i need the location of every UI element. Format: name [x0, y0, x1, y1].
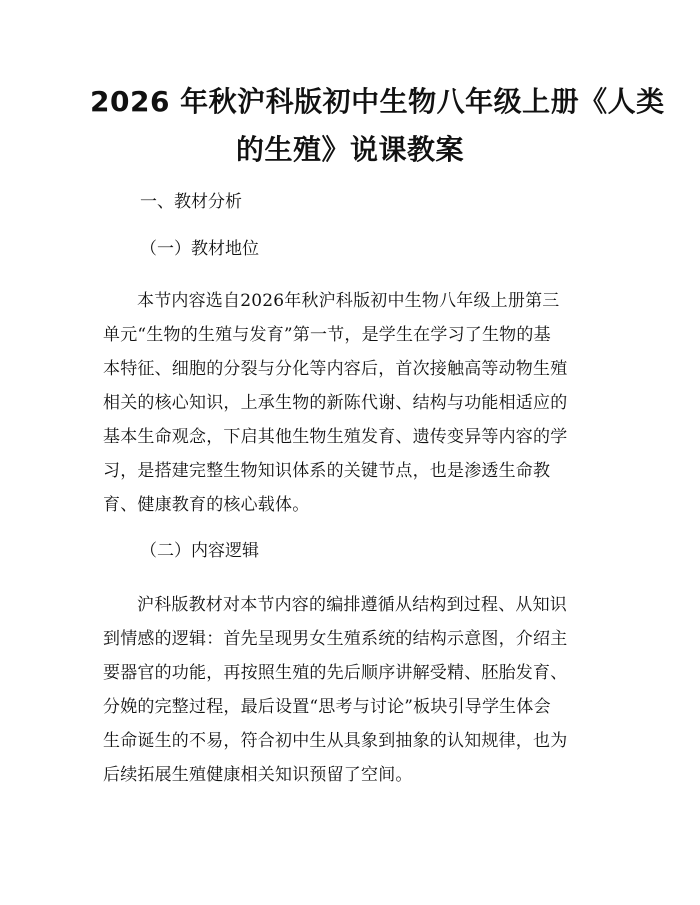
paragraph-content-logic	[103, 588, 603, 792]
title-line-2: 的生殖》说课教案	[235, 133, 464, 166]
paragraph-line: 沪科版教材对本节内容的编排遵循从结构到过程、从知识	[137, 595, 567, 615]
paragraph-line: 本特征、细胞的分裂与分化等内容后，首次接触高等动物生殖	[103, 359, 568, 379]
title-line-1: 2026 年秋沪科版初中生物八年级上册《人类	[90, 85, 665, 118]
paragraph-line: 习，是搭建完整生物知识体系的关键节点，也是渗透生命教	[103, 461, 551, 481]
paragraph-line: 单元“生物的生殖与发育”第一节，是学生在学习了生物的基	[103, 325, 551, 345]
paragraph-line: 到情感的逻辑：首先呈现男女生殖系统的结构示意图，介绍主	[103, 629, 568, 649]
section-heading: 一、教材分析	[140, 192, 242, 212]
paragraph-line: 基本生命观念，下启其他生物生殖发育、遗传变异等内容的学	[103, 427, 568, 447]
paragraph-textbook-position	[103, 284, 603, 522]
subsection-heading-position: （一）教材地位	[140, 239, 259, 259]
paragraph-line: 育、健康教育的核心载体。	[103, 495, 310, 515]
subsection-heading-logic: （二）内容逻辑	[140, 541, 259, 561]
paragraph-line: 要器官的功能，再按照生殖的先后顺序讲解受精、胚胎发育、	[103, 663, 568, 683]
paragraph-line: 分娩的完整过程，最后设置“思考与讨论”板块引导学生体会	[103, 697, 551, 717]
paragraph-line: 后续拓展生殖健康相关知识预留了空间。	[103, 765, 413, 785]
paragraph-line: 本节内容选自2026年秋沪科版初中生物八年级上册第三	[137, 291, 560, 311]
paragraph-line: 生命诞生的不易，符合初中生从具象到抽象的认知规律，也为	[103, 731, 568, 751]
document-title	[90, 78, 665, 174]
paragraph-line: 相关的核心知识，上承生物的新陈代谢、结构与功能相适应的	[103, 393, 568, 413]
